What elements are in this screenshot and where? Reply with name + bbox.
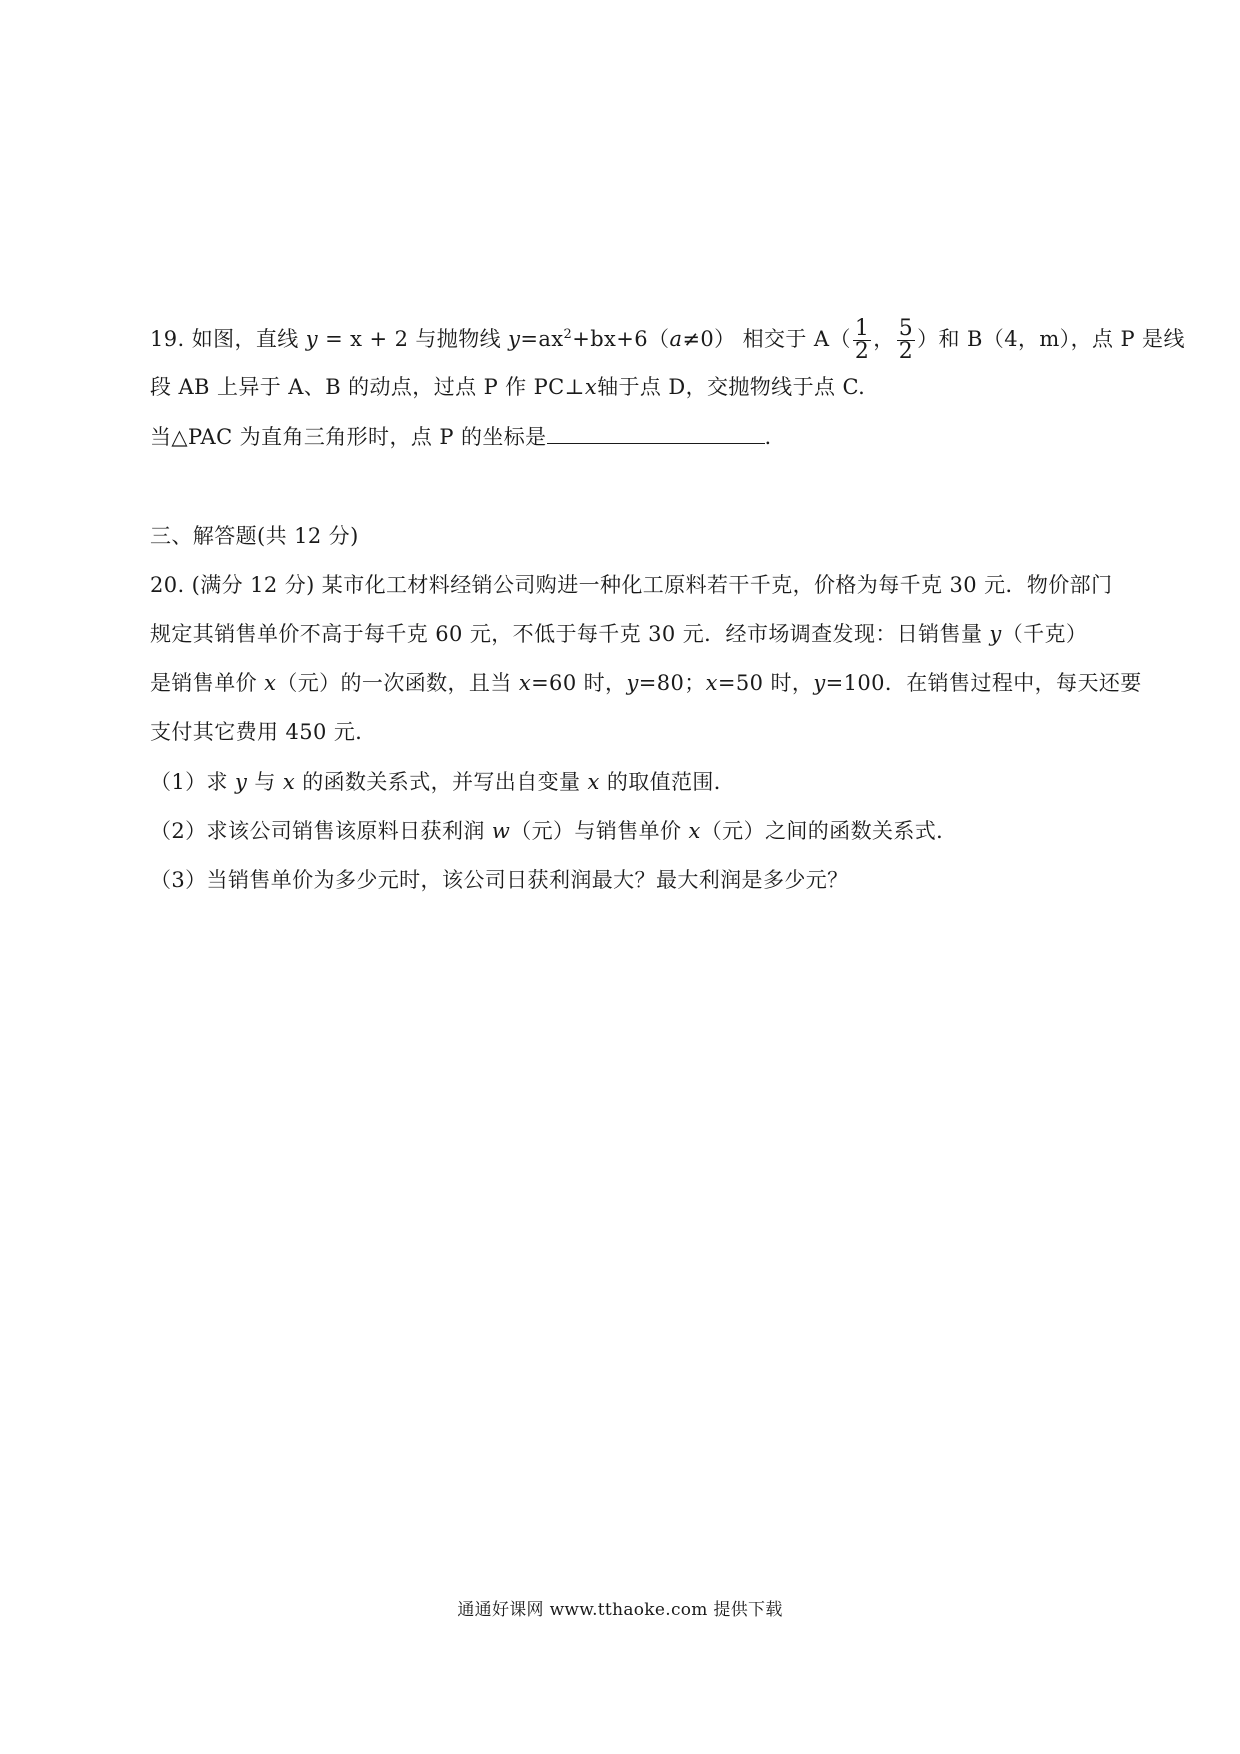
q19-number: 19. xyxy=(150,327,185,351)
q19-fraction-1 xyxy=(853,318,871,363)
q19-cond-rest: ≠0） xyxy=(682,327,736,351)
q20-part-1 xyxy=(150,767,735,797)
q19-fraction-1-denominator: 2 xyxy=(854,339,870,364)
q19-line-2 xyxy=(150,372,865,402)
q19-line-1 xyxy=(150,318,1185,363)
q19-line2-x: x xyxy=(584,375,598,399)
q20-line3-post: =100．在销售过程中，每天还要 xyxy=(825,671,1142,695)
q20-line2-pre: 规定其销售单价不高于每千克 60 元，不低于每千克 30 元．经市场调查发现：日销售量 xyxy=(150,622,983,646)
q19-fraction-2 xyxy=(897,318,915,363)
q20-part1-x2: x xyxy=(587,770,600,794)
q20-part1-post: 的取值范围． xyxy=(606,770,736,794)
q20-part1-mid1: 与 xyxy=(254,770,276,794)
q19-intro: 如图，直线 xyxy=(191,327,299,351)
q20-part1-mid2: 的函数关系式，并写出自变量 xyxy=(302,770,581,794)
q19-fraction-2-denominator: 2 xyxy=(898,339,914,364)
q20-line3-x3: x xyxy=(705,671,718,695)
q19-line3-text: 当△PAC 为直角三角形时，点 P 的坐标是 xyxy=(150,425,547,449)
q20-line3-mid2: =60 时， xyxy=(531,671,627,695)
q20-line3-mid4: =50 时， xyxy=(717,671,814,695)
q19-line-eq-y: y xyxy=(305,327,319,351)
q19-line-3 xyxy=(150,421,772,452)
q19-line-eq-rest: = x + 2 xyxy=(318,327,409,351)
q20-part2-mid: （元）与销售单价 xyxy=(510,819,682,843)
q20-part2-x: x xyxy=(688,819,701,843)
q20-line3-y1: y xyxy=(626,671,639,695)
q20-line3-y2: y xyxy=(813,671,826,695)
q20-part-3: （3）当销售单价为多少元时，该公司日获利润最大？最大利润是多少元？ xyxy=(150,868,849,892)
q19-parabola-y: y xyxy=(508,327,521,351)
q20-part1-pre: （1）求 xyxy=(150,770,228,794)
q19-line2-pre: 段 AB 上异于 A、B 的动点，过点 P 作 PC⊥ xyxy=(150,375,585,399)
answer-blank[interactable] xyxy=(547,421,765,444)
section-3-title: 三、解答题(共 12 分) xyxy=(150,524,359,548)
q20-part-2 xyxy=(150,816,958,846)
q19-line3-end: . xyxy=(764,425,772,449)
q19-cond-a: a xyxy=(669,327,683,351)
q20-line3-x1: x xyxy=(264,671,277,695)
q20-line2-y: y xyxy=(989,622,1002,646)
q20-line-2 xyxy=(150,619,1087,649)
q20-part2-post: （元）之间的函数关系式． xyxy=(700,819,958,843)
q20-line3-mid3: =80； xyxy=(638,671,706,695)
q20-part1-x1: x xyxy=(282,770,296,794)
q20-line3-pre: 是销售单价 xyxy=(150,671,257,695)
q20-line2-post: （千克） xyxy=(1001,622,1088,646)
q20-part2-pre: （2）求该公司销售该原料日获利润 xyxy=(150,819,485,843)
q19-comma: ， xyxy=(873,327,895,351)
q19-cond-open: （ xyxy=(648,327,670,351)
q19-parabola-exponent: 2 xyxy=(563,327,573,342)
q20-part2-w: w xyxy=(491,819,511,843)
q19-fraction-2-numerator: 5 xyxy=(898,316,914,341)
q20-line3-x2: x xyxy=(518,671,532,695)
q19-parabola-eq1: =ax xyxy=(520,327,564,351)
page-footer: 通通好课网 www.tthaoke.com 提供下载 xyxy=(457,1600,783,1620)
q19-intersect-text: 相交于 A（ xyxy=(742,327,851,351)
q20-line-4: 支付其它费用 450 元． xyxy=(150,720,377,744)
q19-parabola-eq2: +bx+6 xyxy=(572,327,649,351)
q20-line3-mid1: （元）的一次函数，且当 xyxy=(276,671,512,695)
q20-line-1: 20. (满分 12 分) 某市化工材料经销公司购进一种化工原料若干千克，价格为每千克 30 元．物价部门 xyxy=(150,573,1113,597)
q19-after-a: ）和 B（4，m），点 P 是线 xyxy=(917,327,1185,351)
q19-fraction-1-numerator: 1 xyxy=(854,316,870,341)
q20-part1-y: y xyxy=(235,770,248,794)
q20-line-3 xyxy=(150,668,1142,698)
q19-parabola-label: 与抛物线 xyxy=(415,327,502,351)
q19-line2-post: 轴于点 D，交抛物线于点 C. xyxy=(597,375,866,399)
